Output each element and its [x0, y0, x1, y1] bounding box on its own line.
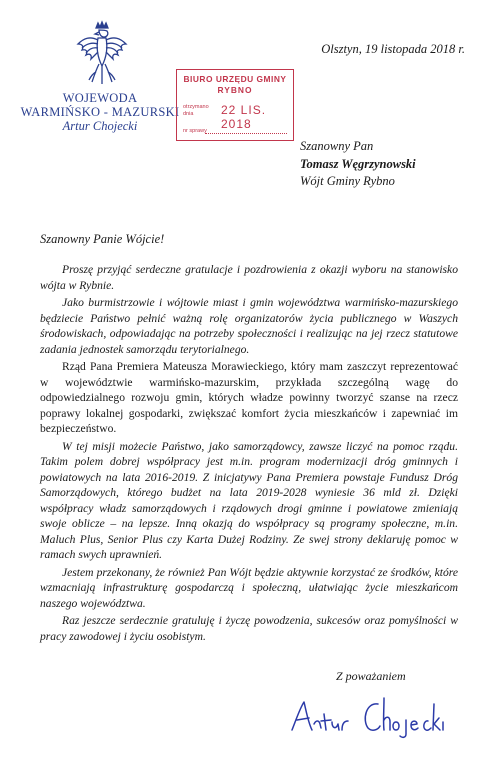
received-stamp: [176, 69, 294, 141]
polish-eagle-emblem-icon: [74, 20, 130, 90]
paragraph: Jako burmistrzowie i wójtowie miast i gmin województwa warmińsko-mazurskiego będziecie Państwo pełnić ważną rolę organizatorów życia publicznego w Waszych środowiskach, odpowiadając na potrzeby społeczności i realizując na jej rzecz statutowe zadania jednostek samorządu terytorialnego.: [40, 296, 458, 356]
handwritten-signature: [286, 690, 446, 740]
paragraph: Rząd Pana Premiera Mateusza Morawieckiego, który mam zaszczyt reprezentować w województwie warmińsko-mazurskim, przykłada szczególną wagę do odpowiedzialnego rozwoju gmin, których władze powinny tworzyć szanse na rzecz poprawy lokalnej gospodarki, zwiększać komfort życia mieszkańców i zapewniać im bezpieczeństwo.: [40, 360, 458, 435]
letter-body: [40, 262, 458, 646]
stamp-received-date: 22 LIS. 2018: [221, 103, 267, 131]
paragraph: W tej misji możecie Państwo, jako samorządowcy, zawsze liczyć na pomoc rządu. Takim polem dobrej współpracy jest m.in. program modernizacji dróg gminnych i powiatowych na lata 2016-2019. Z inicjatywy Pana Premiera powstaje Fundusz Dróg Samorządowych, którego budżet na lata 2019-2028 wyniesie 36 mld zł. Dzięki współpracy władz samorządowych i rządowych drogi gminne i powiatowe zmieniają swoje oblicze – na lepsze. Inną okazją do współpracy są programy społeczne, m.in. Maluch Plus, Senior Plus czy Karta Dużej Rodziny. Ze swej strony deklaruję pomoc w ramach swych uprawnień.: [40, 439, 458, 561]
stamp-ref-line: [205, 133, 287, 134]
addressee-title: Wójt Gminy Rybno: [300, 174, 395, 188]
closing: Z poważaniem: [336, 669, 406, 683]
letterhead-region: WARMIŃSKO - MAZURSKI: [20, 105, 180, 119]
paragraph: Proszę przyjąć serdeczne gratulacje i pozdrowienia z okazji wyboru na stanowisko wójta w Rybnie.: [40, 263, 458, 292]
stamp-title: BIURO URZĘDU GMINY: [183, 74, 287, 84]
letterhead-name: Artur Chojecki: [62, 119, 138, 133]
addressee-name: Tomasz Węgrzynowski: [300, 156, 416, 171]
paragraph: Jestem przekonany, że również Pan Wójt będzie aktywnie korzystać ze środków, które wzmacniają infrastrukturę gospodarczą i społeczną, ułatwiając życie mieszkańcom naszego województwa.: [40, 565, 458, 610]
letterhead: [0, 91, 200, 133]
letterhead-office: WOJEWODA: [62, 91, 138, 105]
stamp-received-label: otrzymano dnia: [183, 104, 209, 117]
addressee: [300, 138, 416, 191]
salutation: Szanowny Panie Wójcie!: [40, 232, 165, 246]
stamp-subtitle: RYBNO: [217, 85, 253, 95]
place-date: Olsztyn, 19 listopada 2018 r.: [321, 42, 465, 56]
stamp-ref-label: nr sprawy: [183, 128, 207, 134]
addressee-line-1: Szanowny Pan: [300, 139, 374, 153]
paragraph: Raz jeszcze serdecznie gratuluję i życzę powodzenia, sukcesów oraz pomyślności w pracy zawodowej i życiu osobistym.: [40, 614, 458, 643]
